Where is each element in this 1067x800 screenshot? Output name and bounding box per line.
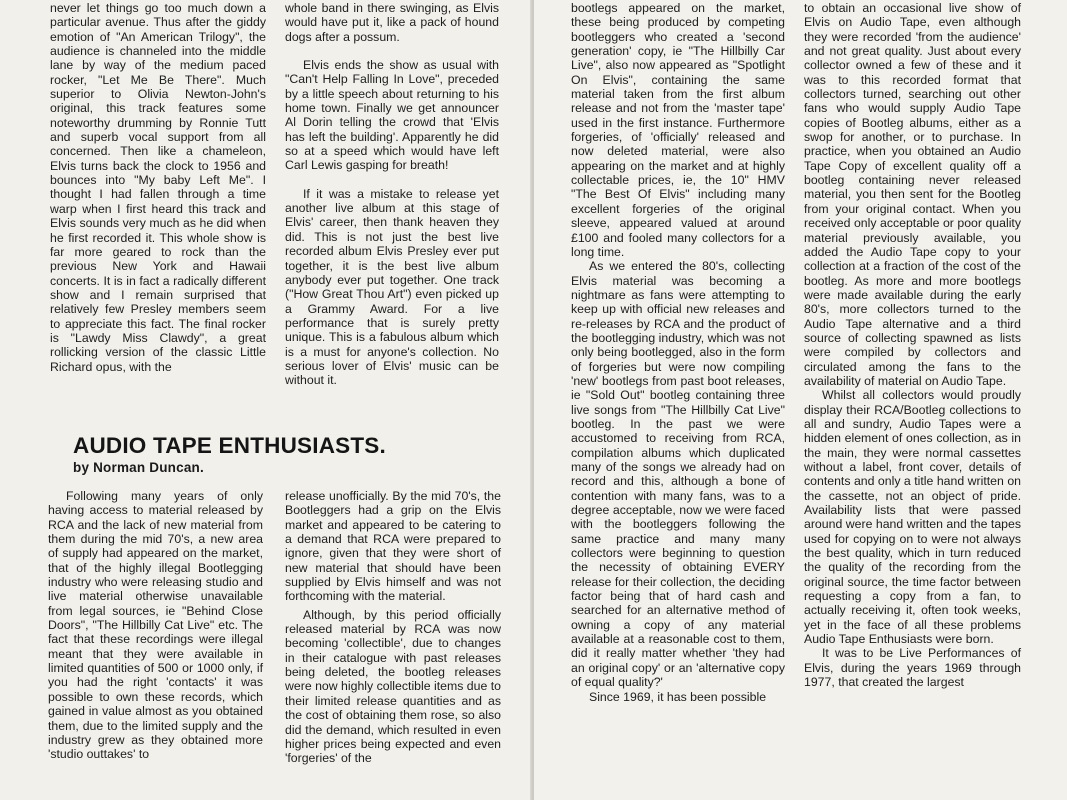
right-page [534,0,1067,800]
paragraph: If it was a mistake to release yet another live album at this stage of Elvis' career, then thank heaven they did. This is not just the best live recorded album Elvis Presley ever put together, it is the best live album anybody ever put together. One track ("How Great Thou Art") even picked up a Grammy Award. For a live performance that is surely pretty unique. This is a fabulous album which is a must for anyone's collection. No serious lover of Elvis' music can be without it. [285,186,499,388]
paragraph: release unofficially. By the mid 70's, the Bootleggers had a grip on the Elvis market and appeared to be catering to a demand that RCA were prepared to ignore, given that they were short of new material that should have been supplied by Elvis himself and was not forthcoming with the material. [285,489,501,604]
left-page-column-2 [285,1,499,388]
left-page-column-1 [50,1,266,374]
left-page-column-3 [48,489,263,762]
paragraph: Following many years of only having access to material released by RCA and the lack of new material from them during the mid 70's, a new area of supply had appeared on the market, that of the highly illegal Bootlegging industry who were releasing studio and live material otherwise unavailable from legal sources, ie "Behind Close Doors", "The Hillbilly Cat Live" etc. The fact that these recordings were illegal meant that they were available in limited quantities of 500 or 1000 only, if you had the right 'contacts' it was possible to own these records, which gained in value almost as you obtained them, due to the limited supply and the industry grew as they obtained more 'studio outtakes' to [48,489,263,762]
paragraph: Although, by this period officially released material by RCA was now becoming 'collectible', due to changes in their catalogue with past releases being deleted, the bootleg releases were now highly collectible items due to their limited release quantities and as the cost of obtaining them rose, so also did the demand, which resulted in even higher prices being expected and even 'forgeries' of the [285,607,501,766]
left-page [0,0,532,800]
article-byline: by Norman Duncan. [73,460,204,475]
paragraph: Since 1969, it has been possible [589,689,767,704]
paragraph: never let things go too much down a particular avenue. Thus after the giddy emotion of "An American Trilogy", the audience is channeled into the middle lane by way of the medium paced rocker, "Let Me Be There". Much superior to Olivia Newton-John's original, this track features some noteworthy drumming by Ronnie Tutt and superb vocal support from all concerned. Then like a chameleon, Elvis turns back the clock to 1956 and bounces into "My baby Left Me". I thought I had fallen through a time warp when I first heard this track and Elvis sounds very much as he did when he first recorded it. This whole show is far more geared to rock than the previous New York and Hawaii concerts. It is in fact a radically different show and I remain surprised that relatively few Presley members seem to appreciate this fact. The final rocker is "Lawdy Miss Clawdy", a great rollicking version of the classic Little Richard opus, with the [50,1,266,374]
paragraph: It was to be Live Performances of Elvis, during the years 1969 through 1977, that created the largest [804,646,1021,690]
left-page-column-4 [285,489,501,766]
paragraph: to obtain an occasional live show of Elvis on Audio Tape, even although they were recorded 'from the audience' and not great quality. Just about every collector owned a few of these and it was to this recorded format that collectors turned, searching out other fans who would supply Audio Tape copies of Bootleg albums, either as a swop for another, or to purchase. In practice, when you obtained an Audio Tape Copy of excellent quality off a bootleg containing never released material, you then sent for the Bootleg from your original contact. When you received only acceptable or poor quality material previously available, you added the Audio Tape copy to your collection at a fraction of the cost of the bootleg. As more and more bootlegs were made available during the early 80's, more collectors turned to the Audio Tape alternative and a third source of collecting spawned as lists were compiled by collectors and circulated among the fans to the availability of material on Audio Tape. [804,1,1021,388]
paragraph: bootlegs appeared on the market, these being produced by competing bootleggers who created a 'second generation' copy, ie "The Hillbilly Car Live", also now appeared as "Spotlight On Elvis", containing the same material taken from the first album release and not from the 'master tape' used in the first instance. Furthermore forgeries, of 'officially' released and now deleted material, were also appearing on the market and at highly collectable prices, ie, the 10" HMV "The Best Of Elvis" including many excellent forgeries of the original sleeve, appeared valued at around £100 and fooled many collectors for a long time. [571,1,785,259]
paragraph: Whilst all collectors would proudly display their RCA/Bootleg collections to all and sundry, Audio Tapes were a hidden element of ones collection, as in the main, they were normal cassettes without a label, front cover, details of contents and only a title hand written on the cassette, not an object of pride. Availability lists that were passed around were hand written and the tapes used for copying on to were not always the best quality, which in turn reduced the quality of the recording from the original source, the time factor between requesting a copy from a fan, to actually receiving it, often took weeks, yet in the face of all these problems Audio Tape Enthusiasts were born. [804,388,1021,647]
right-page-column-1 [571,1,785,704]
right-page-column-2 [804,1,1021,690]
paragraph: Elvis ends the show as usual with "Can't Help Falling In Love", preceded by a little speech about returning to his home town. Finally we get announcer Al Dorin telling the crowd that 'Elvis has left the building'. Apparently he did so at a speed which would have left Carl Lewis gasping for breath! [285,58,499,173]
paragraph: As we entered the 80's, collecting Elvis material was becoming a nightmare as fans were attempting to keep up with official new releases and re-releases by RCA and the product of the bootlegging industry, which was not only being bootlegged, also in the form of forgeries but were now compiling 'new' bootlegs from past boot releases, ie "Sold Out" bootleg containing three live songs from "The Hillbilly Cat Live" bootleg. In the past we were accustomed to receiving from RCA, compilation albums which duplicated many of the songs we already had on record and this, although a bone of contention with many fans, was to a degree acceptable, now we were faced with the bootleggers following the same practice and many many collectors were beginning to question the necessity of obtaining EVERY release for their collection, the deciding factor being that of hard cash and searched for an alternative method of owning a copy of any material available at a reasonable cost to them, did it really matter whether 'they had an original copy' or an 'alternative copy of equal quality?' [571,259,785,690]
article-title: AUDIO TAPE ENTHUSIASTS. [73,433,386,458]
paragraph: whole band in there swinging, as Elvis would have put it, like a pack of hound dogs after a possum. [285,1,499,44]
